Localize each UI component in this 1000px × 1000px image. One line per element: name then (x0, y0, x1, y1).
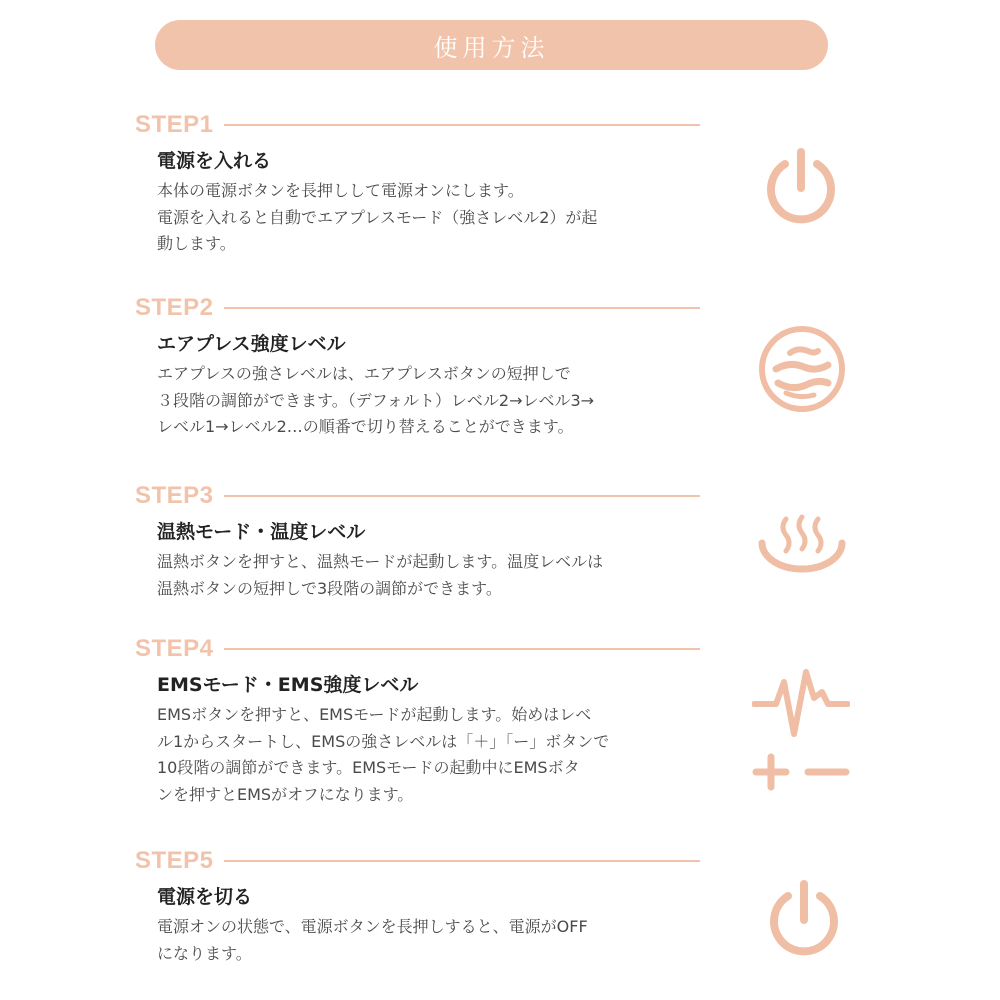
step-1-label: STEP1 (135, 111, 214, 138)
step-1-line: 動します。 (157, 234, 236, 253)
step-2-description (157, 361, 702, 441)
step-3-line: 温熱ボタンを押すと、温熱モードが起動します。温度レベルは (157, 552, 604, 571)
header-banner (155, 20, 828, 70)
step-2-line: エアプレスの強さレベルは、エアプレスボタンの短押しで (157, 364, 571, 383)
step-4-title: EMSモード・EMS強度レベル (157, 674, 419, 696)
step-3-line: 温熱ボタンの短押しで3段階の調節ができます。 (157, 578, 502, 598)
step-5-description (157, 914, 702, 967)
step-4-line: ンを押すとEMSがオフになります。 (157, 784, 414, 804)
page-title: 使用方法 (433, 33, 550, 62)
step-5-line: になります。 (157, 943, 252, 963)
step-1-line: 本体の電源ボタンを長押しして電源オンにします。 (157, 181, 524, 200)
step-5-label-row (135, 848, 700, 874)
air-press-icon (756, 323, 848, 415)
step-1-line: 電源を入れると自動でエアプレスモード（強さレベル2）が起 (157, 207, 598, 227)
step-4-line: ル1からスタートし、EMSの強さレベルは「＋」「ー」ボタンで (157, 731, 610, 751)
step-2-title: エアプレス強度レベル (157, 333, 346, 355)
step-1-title: 電源を入れる (157, 150, 272, 172)
step-3-description (157, 549, 702, 602)
step-5-label: STEP5 (135, 847, 214, 874)
ems-pulse-icon (752, 662, 850, 794)
step-2-label: STEP2 (135, 294, 214, 321)
step-2-line: ３段階の調節ができます。（デフォルト）レベル2→レベル3→ (157, 390, 595, 410)
step-5-line: 電源オンの状態で、電源ボタンを長押しすると、電源がOFF (157, 917, 588, 936)
step-4-divider (224, 648, 700, 650)
step-2-line: レベル1→レベル2…の順番で切り替えることができます。 (157, 417, 574, 436)
step-3-label: STEP3 (135, 482, 214, 509)
step-5-divider (224, 860, 700, 862)
step-1-description (157, 178, 702, 258)
step-1-divider (224, 124, 700, 126)
step-4-line: EMSボタンを押すと、EMSモードが起動します。始めはレベ (157, 705, 592, 724)
step-3-title: 温熱モード・温度レベル (157, 521, 366, 543)
step-4-label: STEP4 (135, 635, 214, 662)
step-4-description (157, 702, 702, 808)
step-1-label-row (135, 112, 700, 138)
heat-icon (756, 513, 848, 575)
power-icon (763, 148, 839, 228)
step-4-label-row (135, 636, 700, 662)
step-3-divider (224, 495, 700, 497)
step-2-divider (224, 307, 700, 309)
step-3-label-row (135, 483, 700, 509)
power-icon (766, 880, 842, 960)
step-2-label-row (135, 295, 700, 321)
step-4-line: 10段階の調節ができます。EMSモードの起動中にEMSボタ (157, 758, 580, 777)
step-5-title: 電源を切る (157, 886, 253, 908)
